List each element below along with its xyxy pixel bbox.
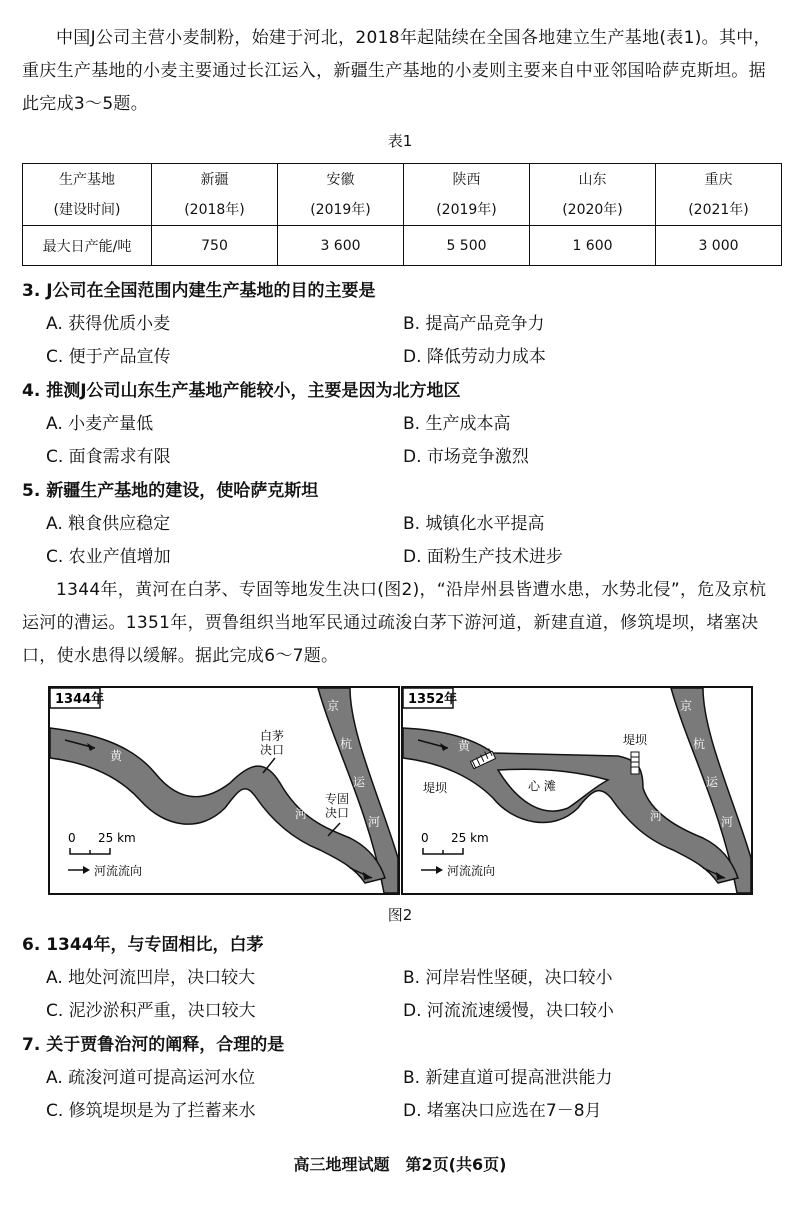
table-header-cell: 陕西 (2019年) [404, 164, 530, 226]
scale-bar [423, 848, 463, 854]
river-label-he: 河 [295, 807, 308, 821]
question-3-option-b[interactable]: B. 提高产品竞争力 [403, 314, 545, 334]
intro-paragraph-1: 中国J公司主营小麦制粉，始建于河北，2018年起陆续在全国各地建立生产基地(表1)。其中，重庆生产基地的小麦主要通过长江运入，新疆生产基地的小麦则主要来自中亚邻国哈萨克斯坦。据此完成3～5题。 [22, 28, 771, 114]
question-6-option-c[interactable]: C. 泥沙淤积严重，决口较大 [46, 1001, 256, 1021]
scale-zero: 0 [68, 831, 76, 845]
question-4-option-d[interactable]: D. 市场竞争激烈 [403, 447, 529, 467]
scale-label: 25 km [451, 831, 489, 845]
table-cell: 3 600 [278, 226, 404, 266]
table-header-cell: 生产基地 (建设时间) [23, 164, 152, 226]
baimao-label-2: 决口 [260, 743, 285, 757]
dyke-left-label: 堤坝 [423, 781, 448, 795]
question-6-option-a[interactable]: A. 地处河流凹岸，决口较大 [46, 968, 256, 988]
table-cell: 3 000 [656, 226, 782, 266]
question-3-option-c[interactable]: C. 便于产品宣传 [46, 347, 171, 367]
legend-label: 河流流向 [94, 864, 143, 878]
canal-label-hang: 杭 [340, 737, 353, 751]
map-1352-year: 1352年 [408, 692, 458, 707]
zhuangu-label: 专固 [325, 792, 350, 806]
question-4-option-c[interactable]: C. 面食需求有限 [46, 447, 171, 467]
page-footer: 高三地理试题 第2页(共6页) [293, 1155, 507, 1174]
scale-bar [70, 848, 110, 854]
question-7-option-d[interactable]: D. 堵塞决口应选在7－8月 [403, 1101, 602, 1121]
table-cell: 5 500 [404, 226, 530, 266]
question-3-stem: 3. J公司在全国范围内建生产基地的目的主要是 [22, 281, 376, 301]
table-row-label: 最大日产能/吨 [23, 226, 152, 266]
question-5-option-a[interactable]: A. 粮食供应稳定 [46, 514, 171, 534]
scale-zero: 0 [421, 831, 429, 845]
question-4-stem: 4. 推测J公司山东生产基地产能较小，主要是因为北方地区 [22, 381, 461, 401]
legend-arrow-head-icon [83, 866, 90, 874]
question-6-stem: 6. 1344年，与专固相比，白茅 [22, 935, 264, 955]
question-6-option-d[interactable]: D. 河流流速缓慢，决口较小 [403, 1001, 614, 1021]
table-row [23, 226, 782, 266]
central-shoal-label: 心 滩 [528, 779, 556, 793]
map-1344 [48, 686, 400, 895]
canal-label-yun: 运 [353, 775, 366, 789]
river-label-huang: 黄 [458, 739, 471, 753]
question-4-option-a[interactable]: A. 小麦产量低 [46, 414, 154, 434]
legend-arrow-head-icon [436, 866, 443, 874]
table-header-cell: 新疆 (2018年) [152, 164, 278, 226]
question-5-option-c[interactable]: C. 农业产值增加 [46, 547, 171, 567]
table-cell: 1 600 [530, 226, 656, 266]
dyke-right [631, 752, 639, 774]
scale-label: 25 km [98, 831, 136, 845]
production-base-table [22, 163, 782, 266]
intro-paragraph-2: 1344年，黄河在白茅、专固等地发生决口(图2)，“沿岸州县皆遭水患，水势北侵”，危及京杭运河的漕运。1351年，贾鲁组织当地军民通过疏浚白茅下游河道，新建直道，修筑堤坝，堵塞决口，使水患得以缓解。据此完成6～7题。 [22, 580, 767, 666]
map-1352 [401, 686, 753, 895]
river-label-huang: 黄 [110, 749, 123, 763]
table-header-row [23, 164, 782, 226]
canal-label-hang: 杭 [693, 737, 706, 751]
question-3-option-d[interactable]: D. 降低劳动力成本 [403, 347, 546, 367]
canal-label-yun: 运 [706, 775, 719, 789]
table-caption: 表1 [387, 132, 413, 150]
question-7-stem: 7. 关于贾鲁治河的阐释，合理的是 [22, 1035, 285, 1055]
question-4-option-b[interactable]: B. 生产成本高 [403, 414, 511, 434]
canal-label-he: 河 [721, 815, 734, 829]
question-5-option-b[interactable]: B. 城镇化水平提高 [403, 514, 545, 534]
table-header-cell: 安徽 (2019年) [278, 164, 404, 226]
canal-label-jing: 京 [327, 699, 340, 713]
canal-label-he: 河 [368, 815, 381, 829]
map-1344-year: 1344年 [55, 692, 105, 707]
baimao-label: 白茅 [260, 729, 285, 743]
table-cell: 750 [152, 226, 278, 266]
table-header-cell: 重庆 (2021年) [656, 164, 782, 226]
question-7-option-a[interactable]: A. 疏浚河道可提高运河水位 [46, 1068, 256, 1088]
zhuangu-label-2: 决口 [325, 806, 350, 820]
canal-label-jing: 京 [680, 699, 693, 713]
legend-label: 河流流向 [447, 864, 496, 878]
question-6-option-b[interactable]: B. 河岸岩性坚硬，决口较小 [403, 968, 613, 988]
question-7-option-c[interactable]: C. 修筑堤坝是为了拦蓄来水 [46, 1101, 256, 1121]
figure-caption: 图2 [387, 906, 413, 924]
question-3-option-a[interactable]: A. 获得优质小麦 [46, 314, 171, 334]
dyke-right-label: 堤坝 [623, 733, 648, 747]
question-7-option-b[interactable]: B. 新建直道可提高泄洪能力 [403, 1068, 613, 1088]
river-label-he: 河 [650, 809, 663, 823]
question-5-stem: 5. 新疆生产基地的建设，使哈萨克斯坦 [22, 481, 319, 501]
table-header-cell: 山东 (2020年) [530, 164, 656, 226]
question-5-option-d[interactable]: D. 面粉生产技术进步 [403, 547, 563, 567]
